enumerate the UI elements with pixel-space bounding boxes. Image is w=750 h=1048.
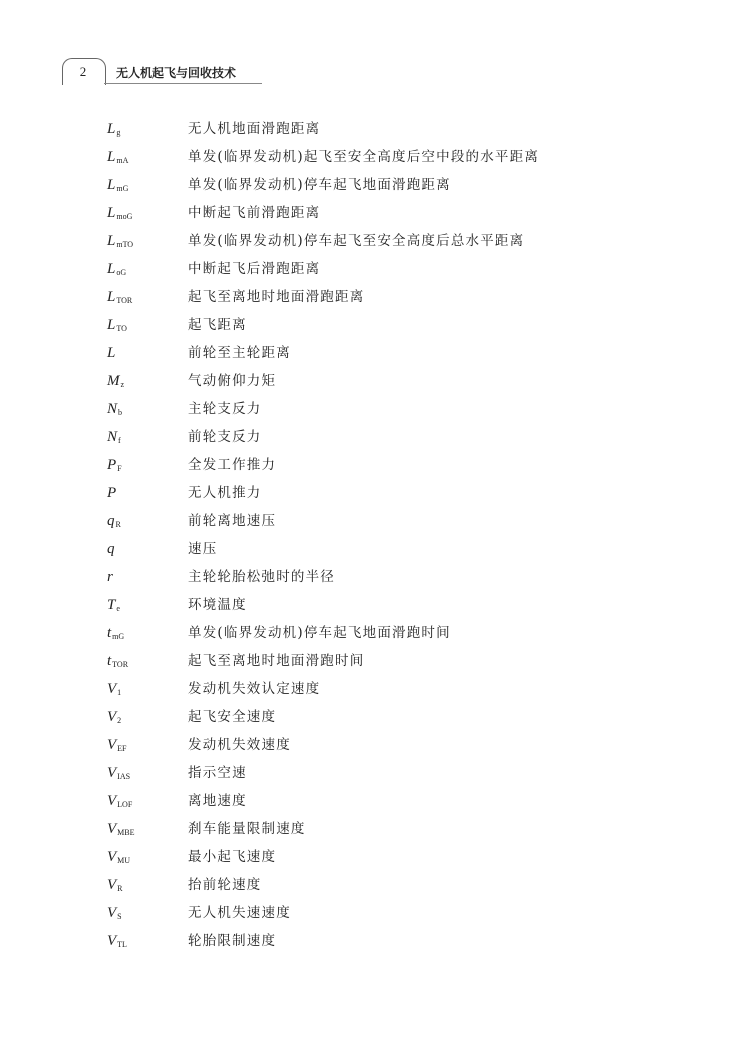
symbol-description: 抬前轮速度 <box>188 877 262 893</box>
symbol-main: t <box>107 625 112 641</box>
symbol <box>107 932 187 954</box>
symbol-description: 起飞至离地时地面滑跑距离 <box>188 289 365 305</box>
symbol-main: M <box>107 373 120 389</box>
symbol-subscript: e <box>116 604 120 613</box>
symbol-description: 最小起飞速度 <box>188 849 277 865</box>
symbol-subscript: MBE <box>117 828 135 837</box>
symbol-description: 轮胎限制速度 <box>188 933 277 949</box>
symbol <box>107 876 187 898</box>
symbol-main: L <box>107 205 116 221</box>
symbol <box>107 428 187 450</box>
symbol-main: N <box>107 401 118 417</box>
symbol <box>107 288 187 310</box>
symbol-description: 发动机失效速度 <box>188 737 291 753</box>
symbol-description: 气动俯仰力矩 <box>188 373 277 389</box>
symbol <box>107 820 187 842</box>
symbol-description: 发动机失效认定速度 <box>188 681 321 697</box>
running-header <box>62 58 262 88</box>
symbol-main: V <box>107 681 117 697</box>
symbol-subscript: 1 <box>117 688 122 697</box>
symbol-main: q <box>107 513 115 529</box>
symbol-main: L <box>107 149 116 165</box>
symbol-subscript: TL <box>117 940 127 949</box>
symbol-description: 无人机失速速度 <box>188 905 291 921</box>
symbol-main: t <box>107 653 112 669</box>
page-number: 2 <box>79 64 87 79</box>
symbol <box>107 680 187 702</box>
symbol-description: 无人机推力 <box>188 485 262 501</box>
symbol-main: L <box>107 345 116 361</box>
symbol-description: 主轮支反力 <box>188 401 262 417</box>
symbol <box>107 400 187 422</box>
symbol <box>107 120 187 142</box>
symbol-subscript: F <box>117 464 122 473</box>
symbol-main: r <box>107 569 113 585</box>
symbol-subscript: R <box>117 884 123 893</box>
symbol <box>107 344 187 366</box>
symbol-main: T <box>107 597 116 613</box>
symbol-main: V <box>107 877 117 893</box>
symbol-subscript: TO <box>116 324 127 333</box>
symbol-description: 中断起飞后滑跑距离 <box>188 261 321 277</box>
symbol-subscript: moG <box>116 212 133 221</box>
symbol <box>107 512 187 534</box>
symbol-description: 刹车能量限制速度 <box>188 821 306 837</box>
symbol <box>107 456 187 478</box>
symbol <box>107 540 187 562</box>
symbol-main: V <box>107 933 117 949</box>
symbol-description: 单发(临界发动机)停车起飞地面滑跑时间 <box>188 625 451 641</box>
symbol-description: 无人机地面滑跑距离 <box>188 121 321 137</box>
symbol-description: 全发工作推力 <box>188 457 277 473</box>
symbol <box>107 176 187 198</box>
symbol-subscript: mA <box>116 156 129 165</box>
symbol-description: 速压 <box>188 541 218 557</box>
symbol-main: L <box>107 261 116 277</box>
symbol <box>107 316 187 338</box>
symbol-main: V <box>107 821 117 837</box>
symbol-subscript: mTO <box>116 240 134 249</box>
symbol-main: L <box>107 121 116 137</box>
symbol-description: 离地速度 <box>188 793 247 809</box>
symbol-subscript: MU <box>117 856 131 865</box>
symbol-subscript: 2 <box>117 716 122 725</box>
symbol-subscript: TOR <box>116 296 133 305</box>
symbol <box>107 568 187 590</box>
symbol-subscript: R <box>115 520 121 529</box>
symbol-subscript: LOF <box>117 800 133 809</box>
symbol <box>107 484 187 506</box>
symbol-main: L <box>107 177 116 193</box>
symbol-description: 单发(临界发动机)起飞至安全高度后空中段的水平距离 <box>188 149 540 165</box>
symbol-subscript: EF <box>117 744 127 753</box>
symbol-subscript: S <box>117 912 122 921</box>
symbol <box>107 624 187 646</box>
symbol-description: 主轮轮胎松弛时的半径 <box>188 569 335 585</box>
symbol <box>107 904 187 926</box>
symbol <box>107 260 187 282</box>
symbol-main: V <box>107 765 117 781</box>
symbol-subscript: mG <box>112 632 125 641</box>
symbol <box>107 148 187 170</box>
symbol-main: P <box>107 457 117 473</box>
symbol-main: V <box>107 849 117 865</box>
symbol <box>107 764 187 786</box>
symbol-description: 环境温度 <box>188 597 247 613</box>
symbol-description: 单发(临界发动机)停车起飞至安全高度后总水平距离 <box>188 233 525 249</box>
symbol <box>107 792 187 814</box>
symbol-subscript: oG <box>116 268 127 277</box>
symbol-main: V <box>107 737 117 753</box>
symbol-main: V <box>107 793 117 809</box>
symbol-description: 单发(临界发动机)停车起飞地面滑跑距离 <box>188 177 451 193</box>
symbol-description: 起飞安全速度 <box>188 709 277 725</box>
symbol-subscript: TOR <box>112 660 129 669</box>
header-rule <box>104 83 262 84</box>
symbol <box>107 372 187 394</box>
symbol-main: V <box>107 709 117 725</box>
symbol-subscript: b <box>118 408 123 417</box>
symbol <box>107 596 187 618</box>
book-title: 无人机起飞与回收技术 <box>116 66 237 80</box>
symbol-subscript: g <box>116 128 121 137</box>
symbol-main: q <box>107 541 115 557</box>
symbol-main: L <box>107 233 116 249</box>
symbol-description: 起飞距离 <box>188 317 247 333</box>
symbol-subscript: z <box>120 380 125 389</box>
symbol-description: 起飞至离地时地面滑跑时间 <box>188 653 365 669</box>
symbol-main: P <box>107 485 117 501</box>
symbol <box>107 736 187 758</box>
symbol-main: L <box>107 289 116 305</box>
symbol-description: 前轮离地速压 <box>188 513 277 529</box>
symbol <box>107 708 187 730</box>
symbol <box>107 652 187 674</box>
symbol-main: V <box>107 905 117 921</box>
symbol <box>107 848 187 870</box>
symbol-main: L <box>107 317 116 333</box>
symbol-subscript: f <box>118 436 121 445</box>
symbol-subscript: mG <box>116 184 129 193</box>
symbol <box>107 232 187 254</box>
symbol-description: 前轮至主轮距离 <box>188 345 291 361</box>
symbol-description: 指示空速 <box>188 765 247 781</box>
symbol-description: 前轮支反力 <box>188 429 262 445</box>
symbol-description: 中断起飞前滑跑距离 <box>188 205 321 221</box>
symbol-subscript: IAS <box>117 772 131 781</box>
symbol <box>107 204 187 226</box>
symbol-main: N <box>107 429 118 445</box>
